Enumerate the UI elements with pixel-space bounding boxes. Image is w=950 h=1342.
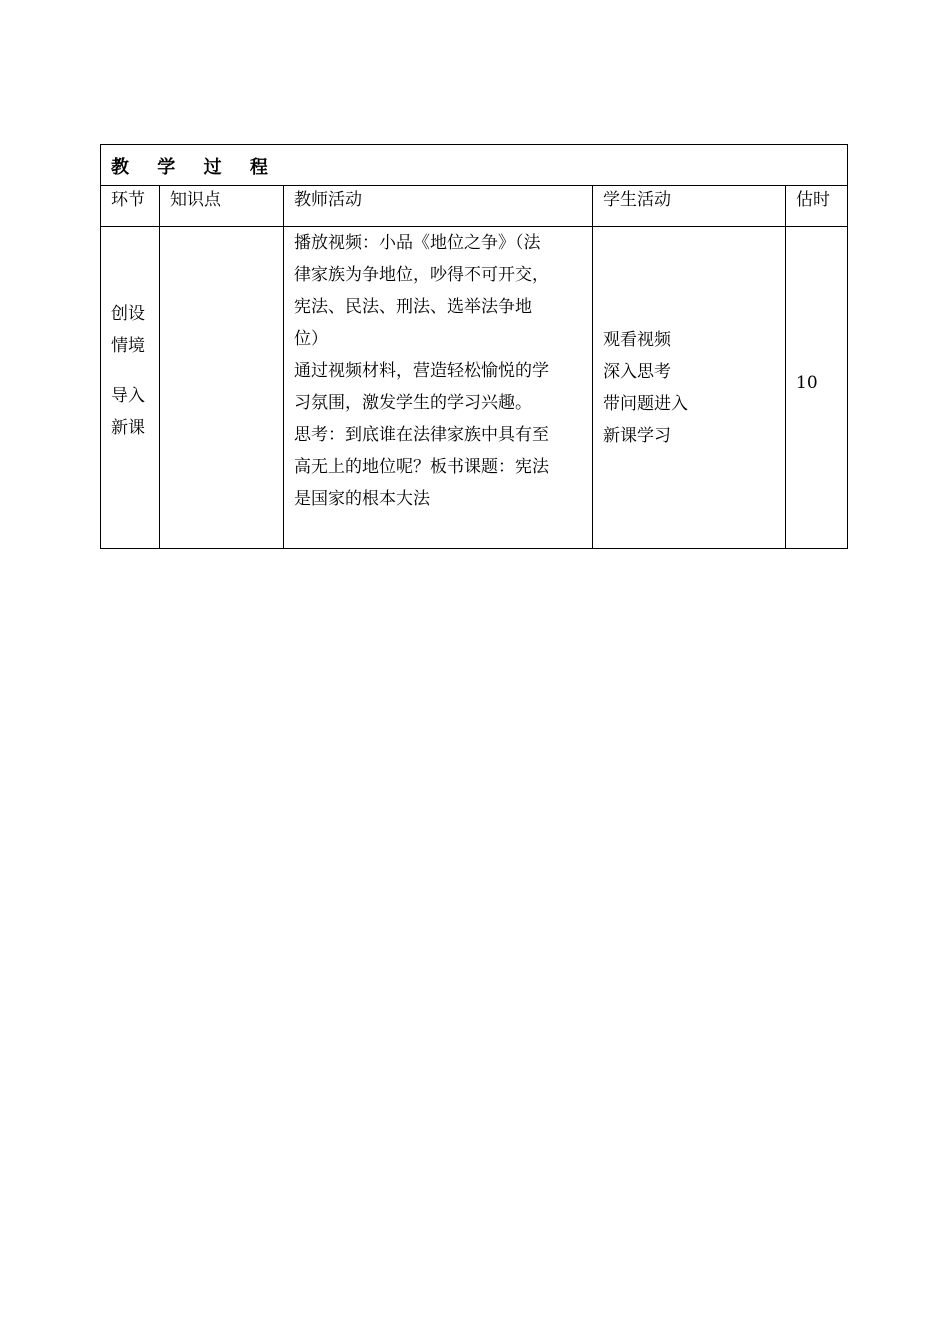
- teacher-activity-line: 通过视频材料，营造轻松愉悦的学: [294, 361, 549, 381]
- title-char: 教: [111, 157, 129, 178]
- teacher-activity-line: 高无上的地位呢？板书课题：宪法: [294, 457, 549, 477]
- stage-line: 新课: [111, 417, 145, 438]
- student-activity-line: 深入思考: [603, 361, 671, 382]
- title-char: 过: [203, 157, 222, 178]
- stage-line: 创设: [111, 303, 145, 324]
- teacher-activity-cell: [284, 227, 593, 549]
- table-title-row: [101, 145, 848, 186]
- knowledge-cell: [160, 227, 284, 549]
- header-time-estimate: 估时: [786, 186, 848, 227]
- teacher-activity-line: 播放视频：小品《地位之争》（法: [294, 233, 541, 253]
- title-char: 学: [157, 157, 176, 178]
- stage-cell: [101, 227, 160, 549]
- header-student-activity: 学生活动: [593, 186, 786, 227]
- student-activity-line: 观看视频: [603, 329, 671, 350]
- student-activity-cell: [593, 227, 786, 549]
- stage-line: 情境: [111, 335, 145, 356]
- table-row: [101, 227, 848, 549]
- title-char: 程: [249, 157, 268, 178]
- stage-line: 导入: [111, 385, 145, 406]
- teacher-activity-line: 习氛围，激发学生的学习兴趣。: [294, 393, 532, 413]
- table-title: [101, 145, 848, 186]
- teacher-activity-line: 宪法、民法、刑法、选举法争地: [294, 297, 532, 317]
- time-estimate-cell: 10: [786, 227, 848, 549]
- teacher-activity-line: 思考：到底谁在法律家族中具有至: [294, 425, 549, 445]
- teacher-activity-line: 律家族为争地位，吵得不可开交，: [294, 265, 549, 285]
- header-stage: 环节: [101, 186, 160, 227]
- header-teacher-activity: 教师活动: [284, 186, 593, 227]
- teacher-activity-line: 是国家的根本大法: [294, 489, 430, 509]
- teacher-activity-line: 位）: [294, 329, 328, 349]
- header-knowledge: 知识点: [160, 186, 284, 227]
- table-header-row: [101, 186, 848, 227]
- student-activity-line: 新课学习: [603, 425, 671, 446]
- student-activity-line: 带问题进入: [603, 393, 688, 414]
- teaching-process-table: [100, 144, 848, 549]
